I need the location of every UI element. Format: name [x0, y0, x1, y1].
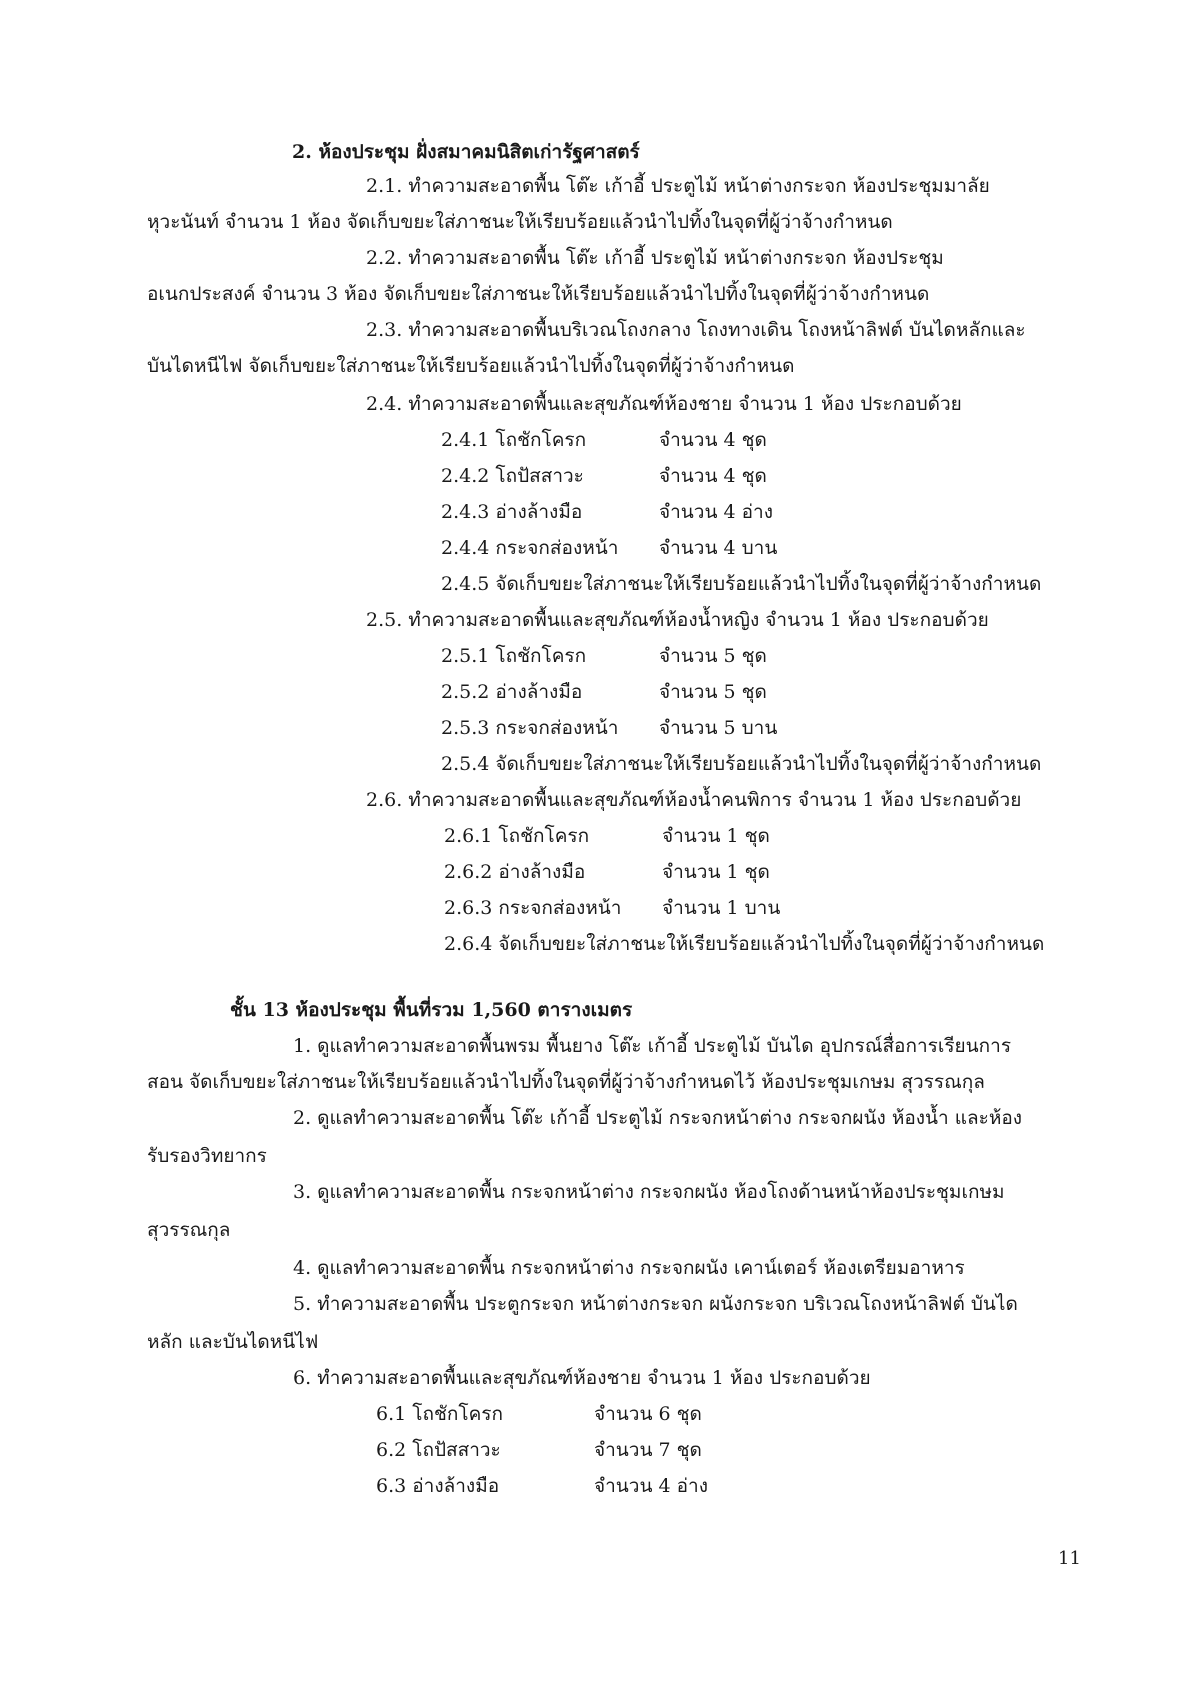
item-2-2-line-1: 2.2. ทำความสะอาดพื้น โต๊ะ เก้าอี้ ประตูไม้ หน้าต่างกระจก ห้องประชุม — [366, 247, 944, 269]
section-2-heading: 2. ห้องประชุม ฝั่งสมาคมนิสิตเก่ารัฐศาสตร์ — [292, 141, 640, 163]
item-2-3-line-2: บันไดหนีไฟ จัดเก็บขยะใส่ภาชนะให้เรียบร้อยแล้วนำไปทิ้งในจุดที่ผู้ว่าจ้างกำหนด — [147, 355, 795, 377]
item-label: 6.3 อ่างล้างมือ — [376, 1475, 500, 1497]
floor-13-item-2-line-2: รับรองวิทยากร — [147, 1145, 267, 1167]
floor-13-item-2-line-1: 2. ดูแลทำความสะอาดพื้น โต๊ะ เก้าอี้ ประตูไม้ กระจกหน้าต่าง กระจกผนัง ห้องน้ำ และห้อง — [293, 1107, 1023, 1129]
item-quantity: จำนวน 4 อ่าง — [659, 501, 773, 523]
item-label: 2.4.4 กระจกส่องหน้า — [441, 537, 619, 559]
item-quantity: จำนวน 1 ชุด — [662, 825, 770, 847]
item-quantity: จำนวน 5 ชุด — [659, 645, 767, 667]
floor-13-item-5-line-2: หลัก และบันไดหนีไฟ — [147, 1331, 319, 1353]
item-quantity: จำนวน 5 บาน — [659, 717, 778, 739]
item-2-5: 2.5. ทำความสะอาดพื้นและสุขภัณฑ์ห้องน้ำหญิง จำนวน 1 ห้อง ประกอบด้วย — [366, 609, 989, 631]
item-label: 2.6.3 กระจกส่องหน้า — [444, 897, 622, 919]
item-quantity: จำนวน 5 ชุด — [659, 681, 767, 703]
item-2-3-line-1: 2.3. ทำความสะอาดพื้นบริเวณโถงกลาง โถงทางเดิน โถงหน้าลิฟต์ บันไดหลักและ — [366, 319, 1026, 341]
item-quantity: จำนวน 4 ชุด — [659, 429, 767, 451]
item-2-1-line-1: 2.1. ทำความสะอาดพื้น โต๊ะ เก้าอี้ ประตูไม้ หน้าต่างกระจก ห้องประชุมมาลัย — [366, 175, 990, 197]
floor-13-item-3-line-2: สุวรรณกุล — [147, 1219, 231, 1241]
item-label: 2.5.2 อ่างล้างมือ — [441, 681, 583, 703]
item-quantity: จำนวน 4 บาน — [659, 537, 778, 559]
item-label: 2.4.2 โถปัสสาวะ — [441, 465, 584, 487]
item-label: 2.5.1 โถชักโครก — [441, 645, 587, 667]
item-quantity: จำนวน 6 ชุด — [594, 1403, 702, 1425]
item-quantity: จำนวน 1 บาน — [662, 897, 781, 919]
item-2-2-line-2: อเนกประสงค์ จำนวน 3 ห้อง จัดเก็บขยะใส่ภาชนะให้เรียบร้อยแล้วนำไปทิ้งในจุดที่ผู้ว่าจ้างกำหนด — [147, 283, 930, 305]
item-quantity: จำนวน 4 ชุด — [659, 465, 767, 487]
item-label: 2.6.2 อ่างล้างมือ — [444, 861, 586, 883]
item-2-5-4: 2.5.4 จัดเก็บขยะใส่ภาชนะให้เรียบร้อยแล้วนำไปทิ้งในจุดที่ผู้ว่าจ้างกำหนด — [441, 753, 1042, 775]
item-2-4-5: 2.4.5 จัดเก็บขยะใส่ภาชนะให้เรียบร้อยแล้วนำไปทิ้งในจุดที่ผู้ว่าจ้างกำหนด — [441, 573, 1042, 595]
item-quantity: จำนวน 7 ชุด — [594, 1439, 702, 1461]
floor-13-item-4: 4. ดูแลทำความสะอาดพื้น กระจกหน้าต่าง กระจกผนัง เคาน์เตอร์ ห้องเตรียมอาหาร — [293, 1257, 965, 1279]
item-label: 6.1 โถชักโครก — [376, 1403, 503, 1425]
floor-13-item-5-line-1: 5. ทำความสะอาดพื้น ประตูกระจก หน้าต่างกระจก ผนังกระจก บริเวณโถงหน้าลิฟต์ บันได — [293, 1293, 1018, 1315]
item-quantity: จำนวน 1 ชุด — [662, 861, 770, 883]
floor-13-item-1-line-1: 1. ดูแลทำความสะอาดพื้นพรม พื้นยาง โต๊ะ เก้าอี้ ประตูไม้ บันได อุปกรณ์สื่อการเรียนการ — [293, 1035, 1012, 1057]
floor-13-item-3-line-1: 3. ดูแลทำความสะอาดพื้น กระจกหน้าต่าง กระจกผนัง ห้องโถงด้านหน้าห้องประชุมเกษม — [293, 1181, 1005, 1203]
floor-13-item-1-line-2: สอน จัดเก็บขยะใส่ภาชนะให้เรียบร้อยแล้วนำไปทิ้งในจุดที่ผู้ว่าจ้างกำหนดไว้ ห้องประชุมเกษม สุวรรณกุล — [147, 1071, 985, 1093]
item-2-6: 2.6. ทำความสะอาดพื้นและสุขภัณฑ์ห้องน้ำคนพิการ จำนวน 1 ห้อง ประกอบด้วย — [366, 789, 1022, 811]
item-label: 2.5.3 กระจกส่องหน้า — [441, 717, 619, 739]
item-label: 2.6.1 โถชักโครก — [444, 825, 590, 847]
item-2-6-4: 2.6.4 จัดเก็บขยะใส่ภาชนะให้เรียบร้อยแล้วนำไปทิ้งในจุดที่ผู้ว่าจ้างกำหนด — [444, 933, 1045, 955]
floor-13-item-6: 6. ทำความสะอาดพื้นและสุขภัณฑ์ห้องชาย จำนวน 1 ห้อง ประกอบด้วย — [293, 1367, 871, 1389]
item-label: 6.2 โถปัสสาวะ — [376, 1439, 501, 1461]
item-quantity: จำนวน 4 อ่าง — [594, 1475, 708, 1497]
item-2-4: 2.4. ทำความสะอาดพื้นและสุขภัณฑ์ห้องชาย จำนวน 1 ห้อง ประกอบด้วย — [366, 393, 962, 415]
item-label: 2.4.3 อ่างล้างมือ — [441, 501, 583, 523]
item-2-1-line-2: หุวะนันท์ จำนวน 1 ห้อง จัดเก็บขยะใส่ภาชนะให้เรียบร้อยแล้วนำไปทิ้งในจุดที่ผู้ว่าจ้างกำหนด — [147, 211, 893, 233]
page-number: 11 — [1058, 1548, 1081, 1569]
floor-13-heading: ชั้น 13 ห้องประชุม พื้นที่รวม 1,560 ตารางเมตร — [230, 999, 633, 1021]
item-label: 2.4.1 โถชักโครก — [441, 429, 587, 451]
